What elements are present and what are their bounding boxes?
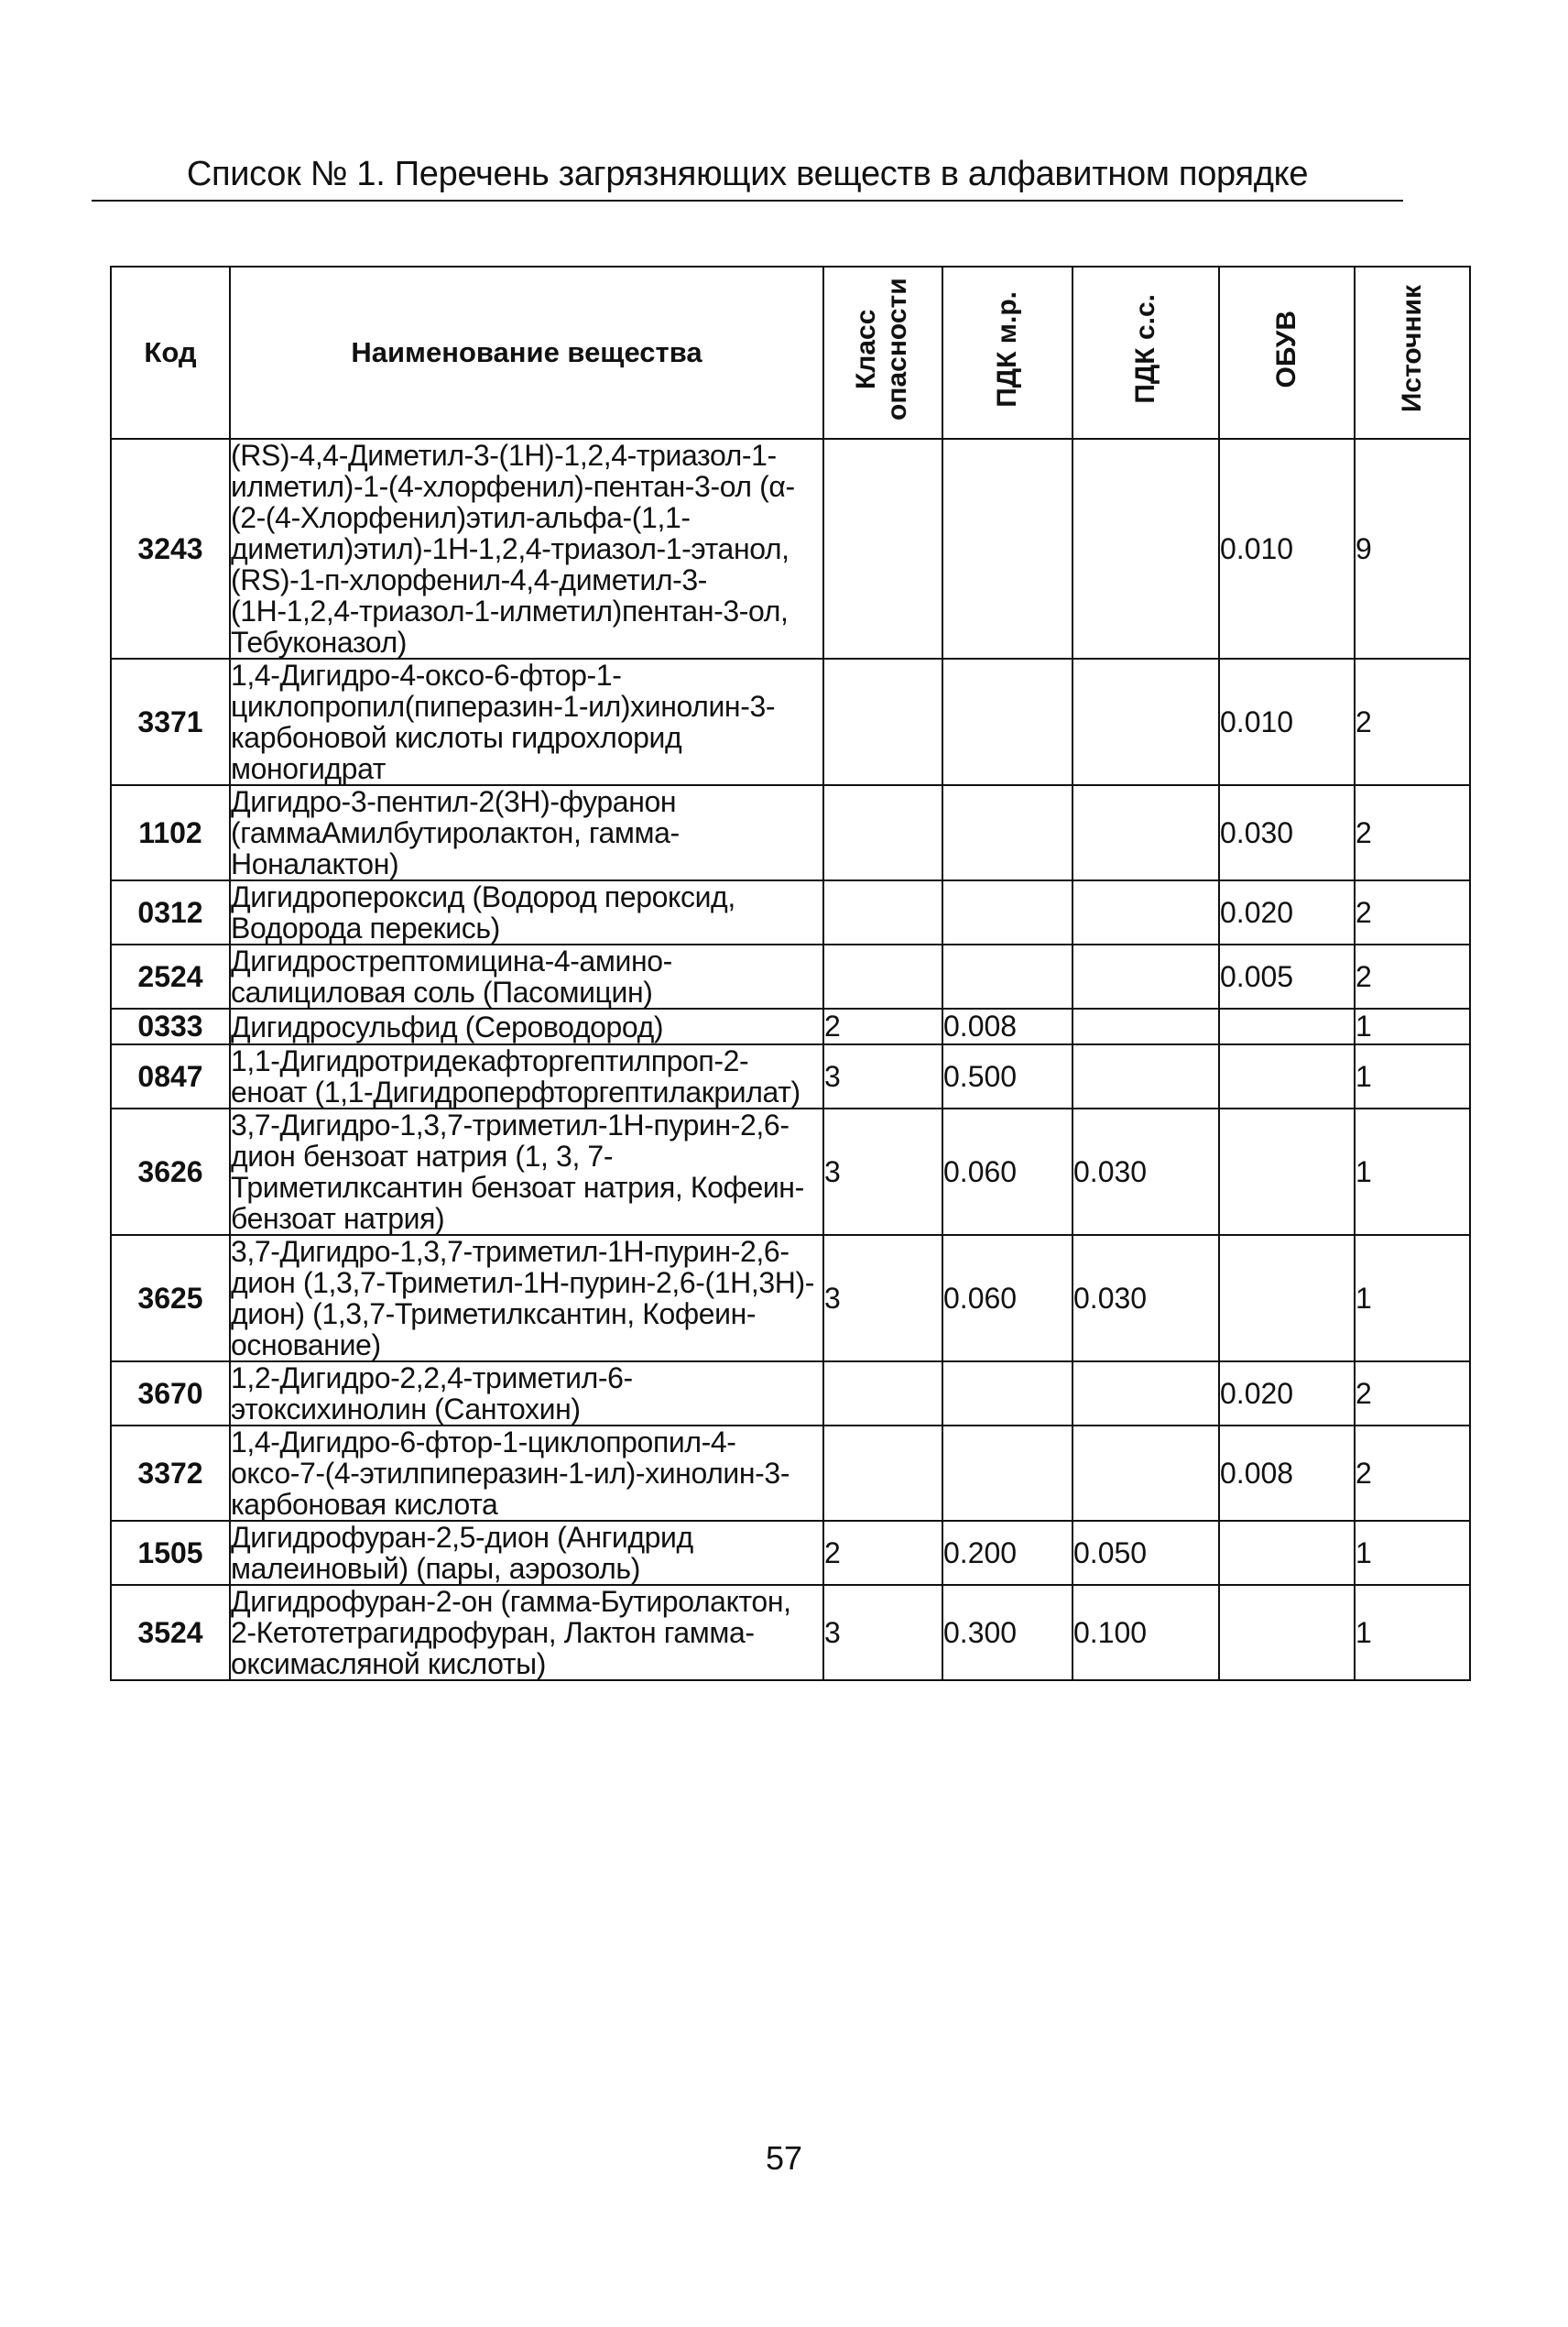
cell-hazard-class bbox=[823, 659, 942, 785]
cell-hazard-class: 3 bbox=[823, 1235, 942, 1361]
cell-hazard-class: 2 bbox=[823, 1521, 942, 1585]
cell-obuv: 0.020 bbox=[1219, 880, 1355, 945]
cell-code: 3625 bbox=[111, 1235, 230, 1361]
cell-pdk-mr bbox=[942, 439, 1073, 659]
cell-pdk-ss bbox=[1073, 1044, 1219, 1109]
cell-code: 3372 bbox=[111, 1426, 230, 1521]
cell-code: 3371 bbox=[111, 659, 230, 785]
cell-name: Дигидросульфид (Сероводород) bbox=[230, 1009, 823, 1044]
cell-pdk-ss bbox=[1073, 1426, 1219, 1521]
table-row bbox=[111, 1426, 1470, 1521]
cell-pdk-mr bbox=[942, 785, 1073, 880]
table-row bbox=[111, 1009, 1470, 1044]
table-row bbox=[111, 785, 1470, 880]
cell-pdk-mr: 0.060 bbox=[942, 1109, 1073, 1235]
cell-pdk-ss: 0.100 bbox=[1073, 1585, 1219, 1680]
cell-name: Дигидрофуран-2,5-дион (Ангидрид малеиновый) (пары, аэрозоль) bbox=[230, 1521, 823, 1585]
cell-source: 1 bbox=[1355, 1585, 1470, 1680]
cell-source: 2 bbox=[1355, 1426, 1470, 1521]
cell-source: 1 bbox=[1355, 1521, 1470, 1585]
cell-obuv: 0.020 bbox=[1219, 1361, 1355, 1426]
cell-code: 0333 bbox=[111, 1009, 230, 1044]
cell-name: 1,1-Дигидротридекафторгептилпроп-2-еноат (1,1-Дигидроперфторгептилакрилат) bbox=[230, 1044, 823, 1109]
cell-hazard-class bbox=[823, 1361, 942, 1426]
cell-name: 1,2-Дигидро-2,2,4-триметил-6-этоксихинолин (Сантохин) bbox=[230, 1361, 823, 1426]
table-row bbox=[111, 1361, 1470, 1426]
cell-hazard-class: 3 bbox=[823, 1109, 942, 1235]
cell-code: 3243 bbox=[111, 439, 230, 659]
column-header-pdk-mr bbox=[942, 267, 1073, 439]
cell-pdk-mr: 0.300 bbox=[942, 1585, 1073, 1680]
cell-source: 2 bbox=[1355, 945, 1470, 1009]
cell-pdk-mr bbox=[942, 945, 1073, 1009]
cell-source: 1 bbox=[1355, 1109, 1470, 1235]
cell-hazard-class bbox=[823, 785, 942, 880]
column-header-source-label: Источник bbox=[1397, 285, 1427, 413]
cell-name: (RS)-4,4-Диметил-3-(1Н)-1,2,4-триазол-1-илметил)-1-(4-хлорфенил)-пентан-3-ол (α-(2-(4-Хлорфенил)этил-альфа-(1,1-диметил)этил)-1Н-1,2,4-триазол-1-этанол, (RS)-1-п-хлорфенил-4,4-диметил-3-(1Н-1,2,4-триазол-1-илметил)пентан-3-ол, Тебуконазол) bbox=[230, 439, 823, 659]
cell-obuv: 0.030 bbox=[1219, 785, 1355, 880]
cell-pdk-ss bbox=[1073, 785, 1219, 880]
cell-name: 1,4-Дигидро-4-оксо-6-фтор-1-циклопропил(пиперазин-1-ил)хинолин-3-карбоновой кислоты гидрохлорид моногидрат bbox=[230, 659, 823, 785]
cell-hazard-class: 3 bbox=[823, 1044, 942, 1109]
column-header-pdk-mr-label: ПДК м.р. bbox=[992, 290, 1022, 408]
cell-pdk-mr bbox=[942, 1426, 1073, 1521]
cell-hazard-class bbox=[823, 439, 942, 659]
table-row bbox=[111, 659, 1470, 785]
cell-obuv bbox=[1219, 1009, 1355, 1044]
column-header-pdk-ss bbox=[1073, 267, 1219, 439]
cell-source: 2 bbox=[1355, 880, 1470, 945]
cell-code: 0312 bbox=[111, 880, 230, 945]
cell-code: 1505 bbox=[111, 1521, 230, 1585]
column-header-name: Наименование вещества bbox=[230, 267, 823, 439]
cell-pdk-ss bbox=[1073, 945, 1219, 1009]
header-row bbox=[111, 267, 1470, 439]
cell-pdk-mr: 0.500 bbox=[942, 1044, 1073, 1109]
cell-code: 3626 bbox=[111, 1109, 230, 1235]
table-row bbox=[111, 945, 1470, 1009]
cell-pdk-ss bbox=[1073, 1009, 1219, 1044]
cell-code: 2524 bbox=[111, 945, 230, 1009]
cell-pdk-mr bbox=[942, 659, 1073, 785]
cell-obuv bbox=[1219, 1044, 1355, 1109]
cell-pdk-mr: 0.060 bbox=[942, 1235, 1073, 1361]
cell-obuv: 0.008 bbox=[1219, 1426, 1355, 1521]
cell-pdk-mr bbox=[942, 1361, 1073, 1426]
cell-pdk-mr: 0.008 bbox=[942, 1009, 1073, 1044]
substances-table bbox=[110, 266, 1471, 1681]
cell-source: 1 bbox=[1355, 1009, 1470, 1044]
cell-obuv: 0.005 bbox=[1219, 945, 1355, 1009]
column-header-source bbox=[1355, 267, 1470, 439]
cell-source: 1 bbox=[1355, 1044, 1470, 1109]
cell-name: Дигидро-3-пентил-2(3Н)-фуранон (гаммаАмилбутиролактон, гамма-Ноналактон) bbox=[230, 785, 823, 880]
table-row bbox=[111, 1044, 1470, 1109]
cell-pdk-ss bbox=[1073, 439, 1219, 659]
cell-hazard-class bbox=[823, 945, 942, 1009]
cell-hazard-class: 3 bbox=[823, 1585, 942, 1680]
cell-hazard-class: 2 bbox=[823, 1009, 942, 1044]
page-number: 57 bbox=[765, 2139, 803, 2177]
cell-source: 2 bbox=[1355, 659, 1470, 785]
table-row bbox=[111, 1109, 1470, 1235]
cell-name: Дигидрофуран-2-он (гамма-Бутиролактон, 2-Кетотетрагидрофуран, Лактон гамма-оксимасляной кислоты) bbox=[230, 1585, 823, 1680]
cell-obuv: 0.010 bbox=[1219, 659, 1355, 785]
cell-source: 1 bbox=[1355, 1235, 1470, 1361]
cell-obuv bbox=[1219, 1585, 1355, 1680]
cell-source: 9 bbox=[1355, 439, 1470, 659]
column-header-pdk-ss-label: ПДК с.с. bbox=[1130, 294, 1160, 404]
column-header-obuv-label: ОБУВ bbox=[1271, 310, 1301, 388]
table-row bbox=[111, 1521, 1470, 1585]
column-header-obuv bbox=[1219, 267, 1355, 439]
column-header-code: Код bbox=[111, 267, 230, 439]
cell-code: 3524 bbox=[111, 1585, 230, 1680]
cell-pdk-ss bbox=[1073, 1361, 1219, 1426]
cell-name: 1,4-Дигидро-6-фтор-1-циклопропил-4-оксо-7-(4-этилпиперазин-1-ил)-хинолин-3-карбоновая кислота bbox=[230, 1426, 823, 1521]
cell-pdk-ss bbox=[1073, 880, 1219, 945]
cell-obuv bbox=[1219, 1109, 1355, 1235]
cell-name: Дигидропероксид (Водород пероксид, Водорода перекись) bbox=[230, 880, 823, 945]
cell-pdk-ss: 0.030 bbox=[1073, 1109, 1219, 1235]
table-row bbox=[111, 880, 1470, 945]
cell-pdk-ss: 0.050 bbox=[1073, 1521, 1219, 1585]
column-header-hazard-class bbox=[823, 267, 942, 439]
cell-name: 3,7-Дигидро-1,3,7-триметил-1Н-пурин-2,6-дион (1,3,7-Триметил-1Н-пурин-2,6-(1Н,3Н)-дион) (1,3,7-Триметилксантин, Кофеин-основание) bbox=[230, 1235, 823, 1361]
header-rule bbox=[92, 200, 1403, 202]
cell-source: 2 bbox=[1355, 785, 1470, 880]
cell-hazard-class bbox=[823, 1426, 942, 1521]
cell-name: Дигидрострептомицина-4-амино-салициловая соль (Пасомицин) bbox=[230, 945, 823, 1009]
cell-obuv: 0.010 bbox=[1219, 439, 1355, 659]
cell-pdk-mr bbox=[942, 880, 1073, 945]
cell-pdk-ss bbox=[1073, 659, 1219, 785]
cell-obuv bbox=[1219, 1235, 1355, 1361]
column-header-hazard-class-label: Класс опасности bbox=[851, 278, 912, 421]
cell-pdk-ss: 0.030 bbox=[1073, 1235, 1219, 1361]
cell-obuv bbox=[1219, 1521, 1355, 1585]
cell-code: 0847 bbox=[111, 1044, 230, 1109]
cell-code: 1102 bbox=[111, 785, 230, 880]
table-row bbox=[111, 1235, 1470, 1361]
table-row bbox=[111, 439, 1470, 659]
cell-pdk-mr: 0.200 bbox=[942, 1521, 1073, 1585]
page-header: Список № 1. Перечень загрязняющих веществ в алфавитном порядке bbox=[186, 155, 1309, 193]
table-row bbox=[111, 1585, 1470, 1680]
cell-source: 2 bbox=[1355, 1361, 1470, 1426]
cell-name: 3,7-Дигидро-1,3,7-триметил-1Н-пурин-2,6-дион бензоат натрия (1, 3, 7-Триметилксантин бензоат натрия, Кофеин-бензоат натрия) bbox=[230, 1109, 823, 1235]
cell-hazard-class bbox=[823, 880, 942, 945]
cell-code: 3670 bbox=[111, 1361, 230, 1426]
